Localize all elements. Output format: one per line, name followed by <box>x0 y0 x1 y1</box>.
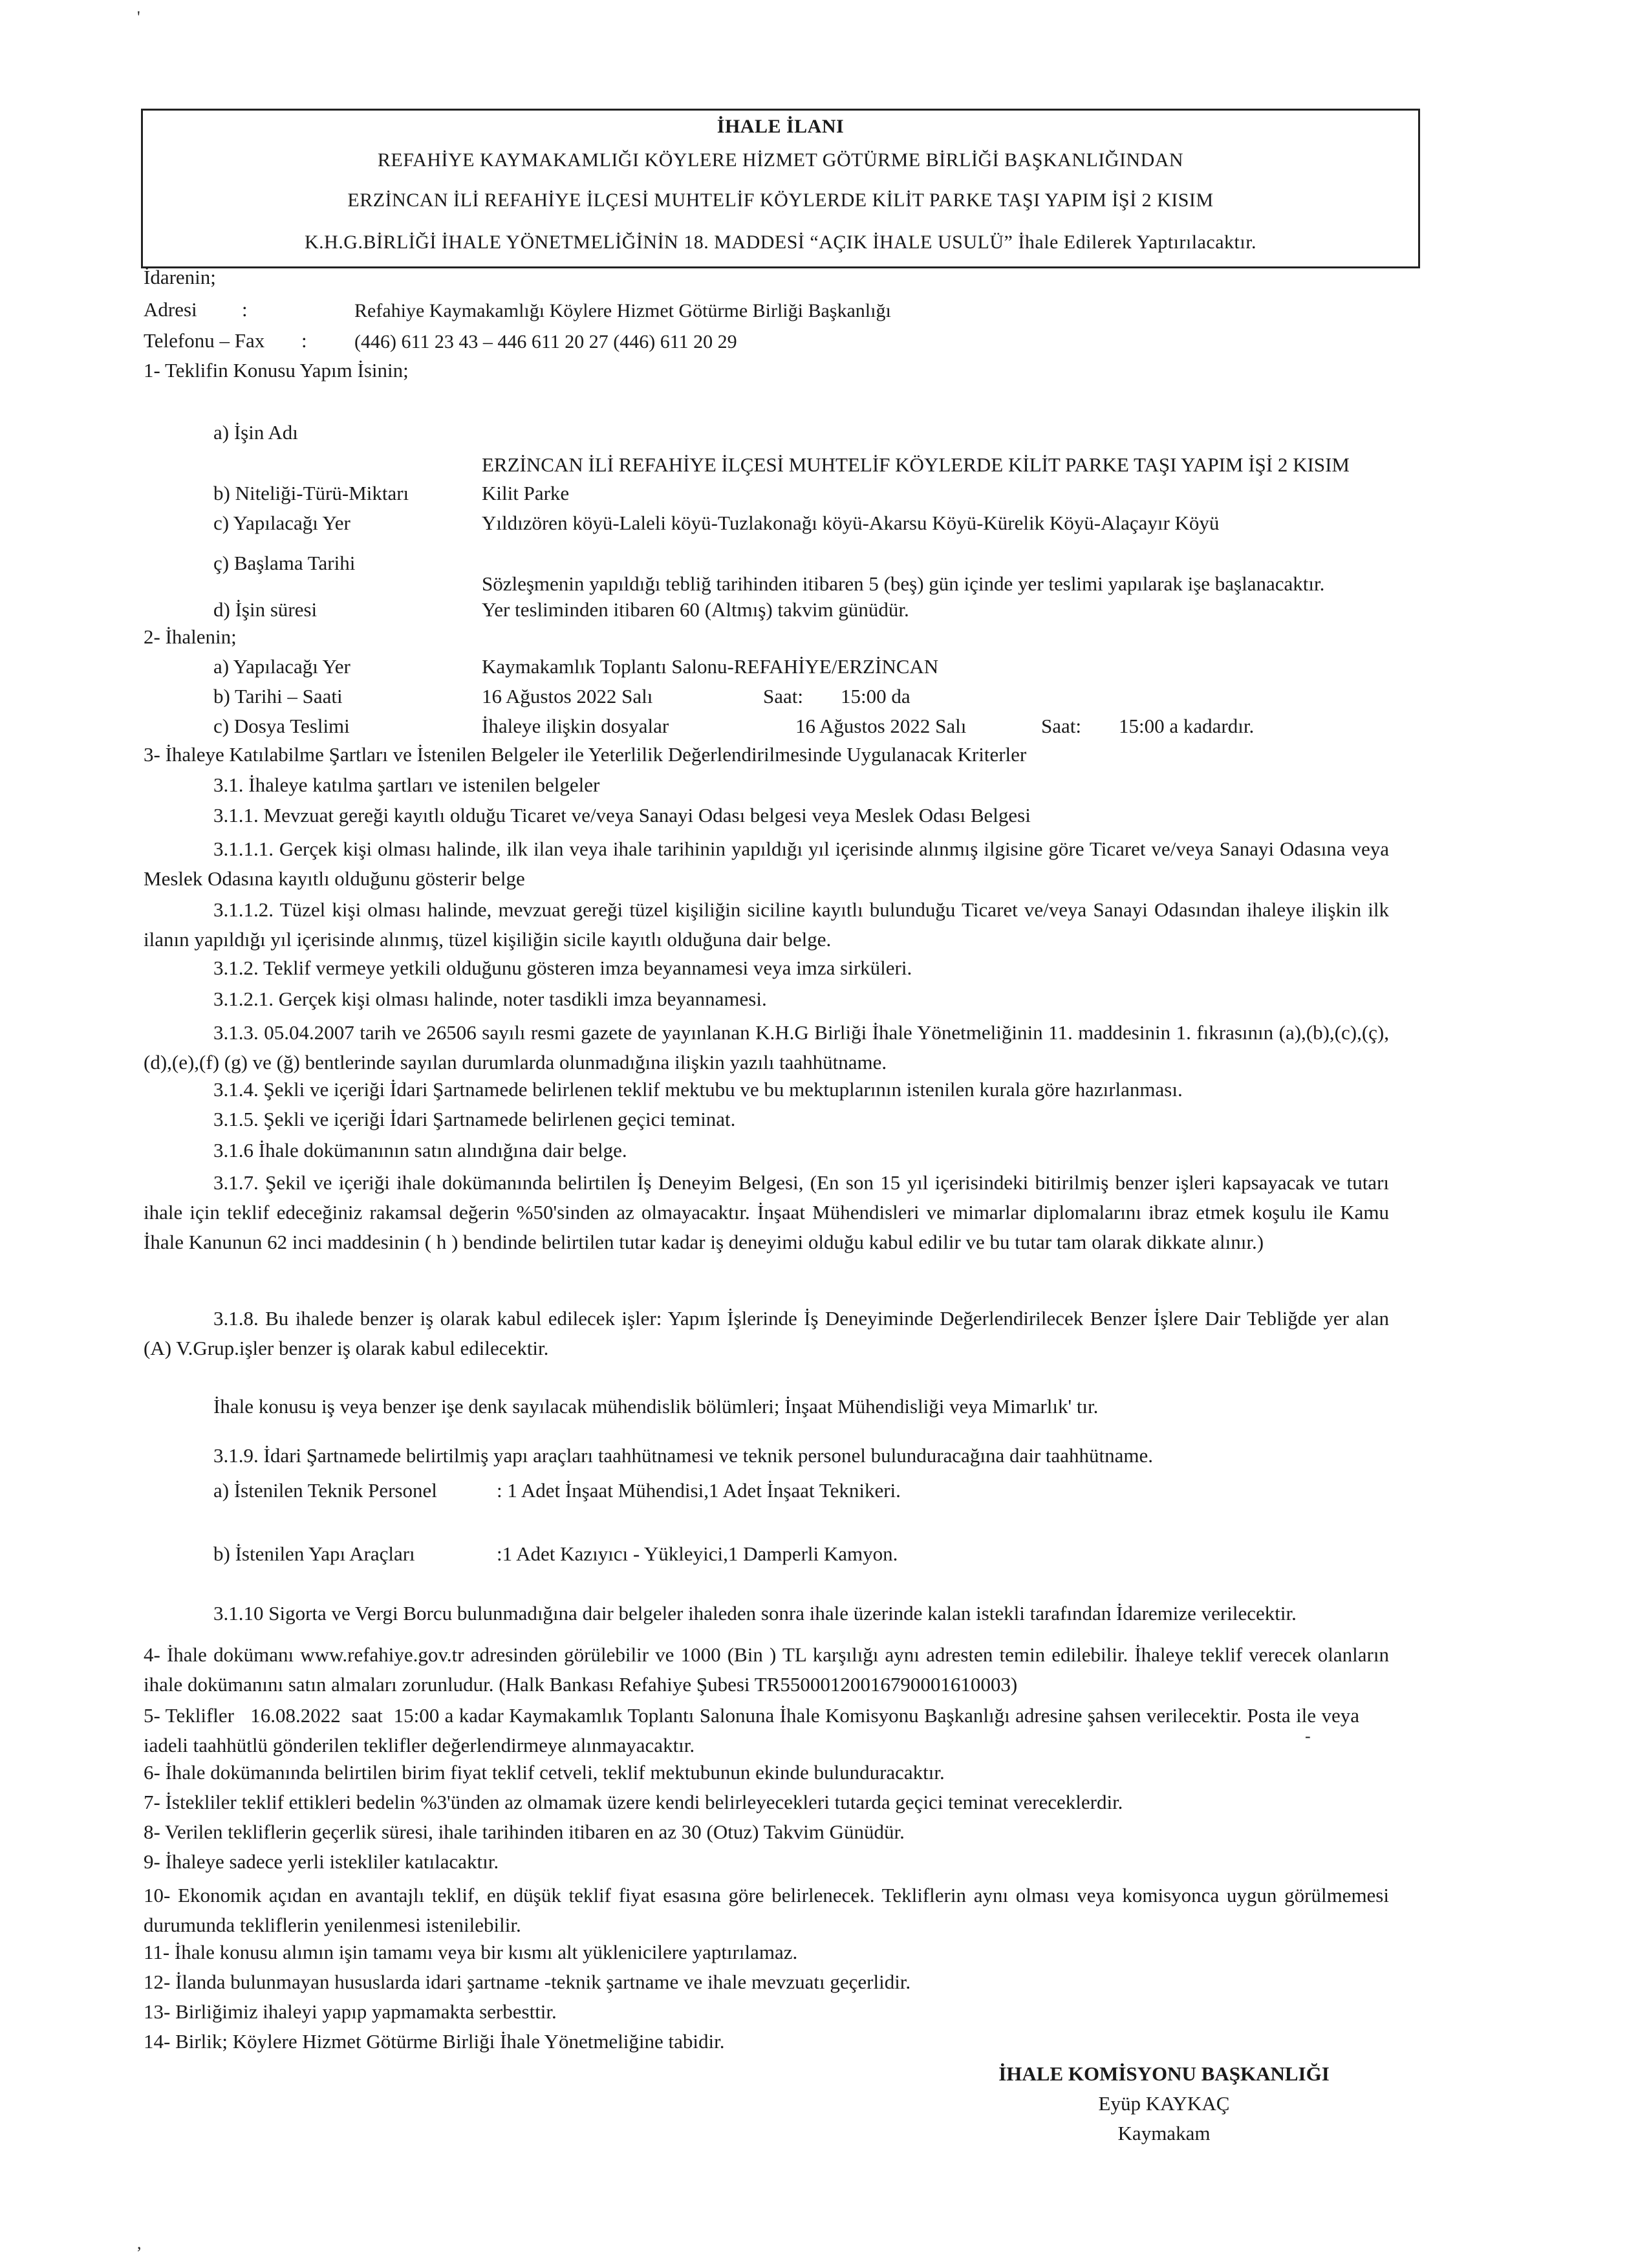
dosya-teslimi-label: c) Dosya Teslimi <box>213 715 350 737</box>
p-3-1-2: 3.1.2. Teklif vermeye yetkili olduğunu gösteren imza beyannamesi veya imza sirküleri. <box>213 956 912 979</box>
madde-9: 9- İhaleye sadece yerli istekliler katılacaktır. <box>144 1850 499 1873</box>
tel-sep: : <box>301 329 307 352</box>
kriterler-heading: 3- İhaleye Katılabilme Şartları ve İstenilen Belgeler ile Yeterlilik Değerlendirilmesinde Uygulanacak Kriterler <box>144 743 1027 766</box>
niteligi-value: Kilit Parke <box>482 482 570 504</box>
idare-heading: İdarenin; <box>144 266 216 288</box>
signature-role: Kaymakam <box>1117 2122 1211 2144</box>
isin-adi-value: ERZİNCAN İLİ REFAHİYE İLÇESİ MUHTELİF KÖYLERDE KİLİT PARKE TAŞI YAPIM İŞİ 2 KISIM <box>482 453 1350 476</box>
teklif-heading: 1- Teklifin Konusu Yapım İsinin; <box>144 359 409 382</box>
madde-11: 11- İhale konusu alımın işin tamamı veya bir kısmı alt yüklenicilere yaptırılamaz. <box>144 1941 798 1963</box>
ihale-saat-value: 15:00 da <box>841 685 911 707</box>
isin-suresi-value: Yer tesliminden itibaren 60 (Altmış) takvim günüdür. <box>482 598 909 621</box>
p-3-1-1-1: 3.1.1.1. Gerçek kişi olması halinde, ilk ilan veya ihale tarihinin yapıldığı yıl içerisinde alınmış ilgisine göre Ticaret ve/veya Sanayi Odasına veya Meslek Odasına kayıtlı olduğunu gösterir belge <box>144 837 1389 890</box>
ihale-tarih-label: b) Tarihi – Saati <box>213 685 343 707</box>
header-line-1: REFAHİYE KAYMAKAMLIĞI KÖYLERE HİZMET GÖTÜRME BİRLİĞİ BAŞKANLIĞINDAN <box>377 149 1184 171</box>
adres-value: Refahiye Kaymakamlığı Köylere Hizmet Götürme Birliği Başkanlığı <box>354 300 891 321</box>
ihale-heading: 2- İhalenin; <box>144 625 237 648</box>
header-box <box>141 109 1420 268</box>
p-3-1-1: 3.1.1. Mevzuat gereği kayıtlı olduğu Ticaret ve/veya Sanayi Odası belgesi veya Meslek Odası Belgesi <box>213 804 1031 826</box>
niteligi-label: b) Niteliği-Türü-Miktarı <box>213 482 409 504</box>
madde-6: 6- İhale dokümanında belirtilen birim fiyat teklif cetveli, teklif mektubunun ekinde bulunduracaktır. <box>144 1761 945 1784</box>
signature-name: Eyüp KAYKAÇ <box>1098 2092 1230 2115</box>
ihale-yer-label: a) Yapılacağı Yer <box>213 655 350 678</box>
p-3-1-8: 3.1.8. Bu ihalede benzer iş olarak kabul edilecek işler: Yapım İşlerinde İş Deneyiminde Değerlendirilecek Benzer İşlere Dair Tebliğde yer alan (A) V.Grup.işler benzer iş olarak kabul edilecektir. <box>144 1307 1389 1359</box>
madde-4: 4- İhale dokümanı www.refahiye.gov.tr adresinden görülebilir ve 1000 (Bin ) TL karşılığı aynı adresten temin edilebilir. İhaleye teklif verecek olanların ihale dokümanını satın almaları zorunludur. (Halk Bankası Refahiye Şubesi TR55000120016790001610003) <box>144 1643 1389 1696</box>
dosya-teslimi-value: İhaleye ilişkin dosyalar <box>482 715 669 737</box>
isin-adi-label: a) İşin Adı <box>213 421 298 444</box>
yapilacagi-yer-value: Yıldızören köyü-Laleli köyü-Tuzlakonağı köyü-Akarsu Köyü-Kürelik Köyü-Alaçayır Köyü <box>482 512 1220 534</box>
madde-8: 8- Verilen tekliflerin geçerlik süresi, ihale tarihinden itibaren en az 30 (Otuz) Takvim Günüdür. <box>144 1820 905 1843</box>
p-3-1: 3.1. İhaleye katılma şartları ve istenilen belgeler <box>213 773 600 796</box>
baslama-tarihi-label: ç) Başlama Tarihi <box>213 552 356 574</box>
yapilacagi-yer-label: c) Yapılacağı Yer <box>213 512 350 534</box>
madde-14: 14- Birlik; Köylere Hizmet Götürme Birliği İhale Yönetmeliğine tabidir. <box>144 2030 725 2053</box>
p-3-1-9: 3.1.9. İdari Şartnamede belirtilmiş yapı araçları taahhütnamesi ve teknik personel bulunduracağına dair taahhütname. <box>213 1444 1154 1467</box>
yapi-araclari-value: :1 Adet Kazıyıcı - Yükleyici,1 Damperli Kamyon. <box>497 1542 898 1565</box>
signature-title: İHALE KOMİSYONU BAŞKANLIĞI <box>998 2062 1330 2085</box>
teknik-personel-label: a) İstenilen Teknik Personel <box>213 1479 437 1502</box>
madde-10: 10- Ekonomik açıdan en avantajlı teklif, en düşük teklif fiyat esasına göre belirlenecek. Tekliflerin aynı olması veya komisyonca uygun görülmemesi durumunda tekliflerin yenilenmesi istenilebilir. <box>144 1884 1389 1936</box>
notice-title: İHALE İLANI <box>717 116 845 137</box>
muhendislik-note: İhale konusu iş veya benzer işe denk sayılacak mühendislik bölümleri; İnşaat Mühendisliği veya Mimarlık' tır. <box>213 1395 1099 1418</box>
p-3-1-7: 3.1.7. Şekil ve içeriği ihale dokümanında belirtilen İş Deneyim Belgesi, (En son 15 yıl içerisindeki bitirilmiş benzer işleri kapsayacak ve tutarı ihale için teklif edeceğiniz rakamsal değerin %50'sinden az olmayacaktır. İnşaat Mühendisleri ve mimarlar diplomalarını ibraz etmek koşulu ile Kamu İhale Kanunun 62 inci maddesinin ( h ) bendinde belirtilen tutar kadar iş deneyimi olduğu kabul edilir ve bu tutar tam olarak dikkate alınır.) <box>144 1171 1389 1253</box>
scan-speck: , <box>137 2234 142 2252</box>
madde-7: 7- İstekliler teklif ettikleri bedelin %3'ünden az olmamak üzere kendi belirleyecekleri tutarda geçici teminat vereceklerdir. <box>144 1791 1123 1813</box>
yapi-araclari-label: b) İstenilen Yapı Araçları <box>213 1542 415 1565</box>
madde-5: 5- Teklifler 16.08.2022 saat 15:00 a kadar Kaymakamlık Toplantı Salonuna İhale Komisyonu Başkanlığı adresine şahsen verilecektir. Posta ile veya iadeli taahhütlü gönderilen teklifler değerlendirmeye alınmayacaktır. <box>144 1704 1364 1756</box>
p-3-1-1-2: 3.1.1.2. Tüzel kişi olması halinde, mevzuat gereği tüzel kişiliğin siciline kayıtlı bulunduğu Ticaret ve/veya Sanayi Odasından ihaleye ilişkin ilk ilanın yapıldığı yıl içerisinde alınmış, tüzel kişiliğin sicile kayıtlı olduğuna dair belge. <box>144 898 1389 951</box>
scan-speck: - <box>1305 1727 1311 1745</box>
p-3-1-5: 3.1.5. Şekli ve içeriği İdari Şartnamede belirlenen geçici teminat. <box>213 1108 736 1130</box>
madde-12: 12- İlanda bulunmayan hususlarda idari şartname -teknik şartname ve ihale mevzuatı geçerlidir. <box>144 1971 911 1993</box>
header-line-3: K.H.G.BİRLİĞİ İHALE YÖNETMELİĞİNİN 18. MADDESİ “AÇIK İHALE USULÜ” İhale Edilerek Yaptırılacaktır. <box>304 232 1257 253</box>
adres-label: Adresi <box>144 298 197 321</box>
p-3-1-3: 3.1.3. 05.04.2007 tarih ve 26506 sayılı resmi gazete de yayınlanan K.H.G Birliği İhale Yönetmeliğinin 11. maddesinin 1. fıkrasının (a),(b),(c),(ç),(d),(e),(f) (g) ve (ğ) bentlerinde sayılan durumlarda olunmadığına ilişkin yazılı taahhütname. <box>144 1021 1389 1074</box>
header-line-2: ERZİNCAN İLİ REFAHİYE İLÇESİ MUHTELİF KÖYLERDE KİLİT PARKE TAŞI YAPIM İŞİ 2 KISIM <box>347 189 1214 211</box>
scan-speck: ' <box>137 8 140 27</box>
p-3-1-4: 3.1.4. Şekli ve içeriği İdari Şartnamede belirlenen teklif mektubu ve bu mektuplarının istenilen kurala göre hazırlanması. <box>213 1078 1183 1101</box>
p-3-1-2-1: 3.1.2.1. Gerçek kişi olması halinde, noter tasdikli imza beyannamesi. <box>213 988 767 1010</box>
teknik-personel-value: : 1 Adet İnşaat Mühendisi,1 Adet İnşaat Teknikeri. <box>497 1479 901 1502</box>
p-3-1-6: 3.1.6 İhale dokümanının satın alındığına dair belge. <box>213 1139 627 1161</box>
tel-label: Telefonu – Fax <box>144 329 265 352</box>
ihale-tarih-date: 16 Ağustos 2022 Salı <box>482 685 653 707</box>
dosya-teslimi-date: 16 Ağustos 2022 Salı <box>795 715 967 737</box>
dosya-saat-label: Saat: <box>1041 715 1081 737</box>
p-3-1-10: 3.1.10 Sigorta ve Vergi Borcu bulunmadığına dair belgeler ihaleden sonra ihale üzerinde kalan istekli tarafından İdaremize verilecektir. <box>213 1602 1297 1625</box>
isin-suresi-label: d) İşin süresi <box>213 598 318 621</box>
ihale-saat-label: Saat: <box>763 685 803 707</box>
adres-sep: : <box>242 298 248 321</box>
baslama-tarihi-value: Sözleşmenin yapıldığı tebliğ tarihinden itibaren 5 (beş) gün içinde yer teslimi yapılarak işe başlanacaktır. <box>482 572 1325 595</box>
dosya-saat-value: 15:00 a kadardır. <box>1119 715 1255 737</box>
ihale-yer-value: Kaymakamlık Toplantı Salonu-REFAHİYE/ERZİNCAN <box>482 655 939 678</box>
madde-13: 13- Birliğimiz ihaleyi yapıp yapmamakta serbesttir. <box>144 2000 557 2023</box>
tel-value: (446) 611 23 43 – 446 611 20 27 (446) 611 20 29 <box>354 331 737 352</box>
